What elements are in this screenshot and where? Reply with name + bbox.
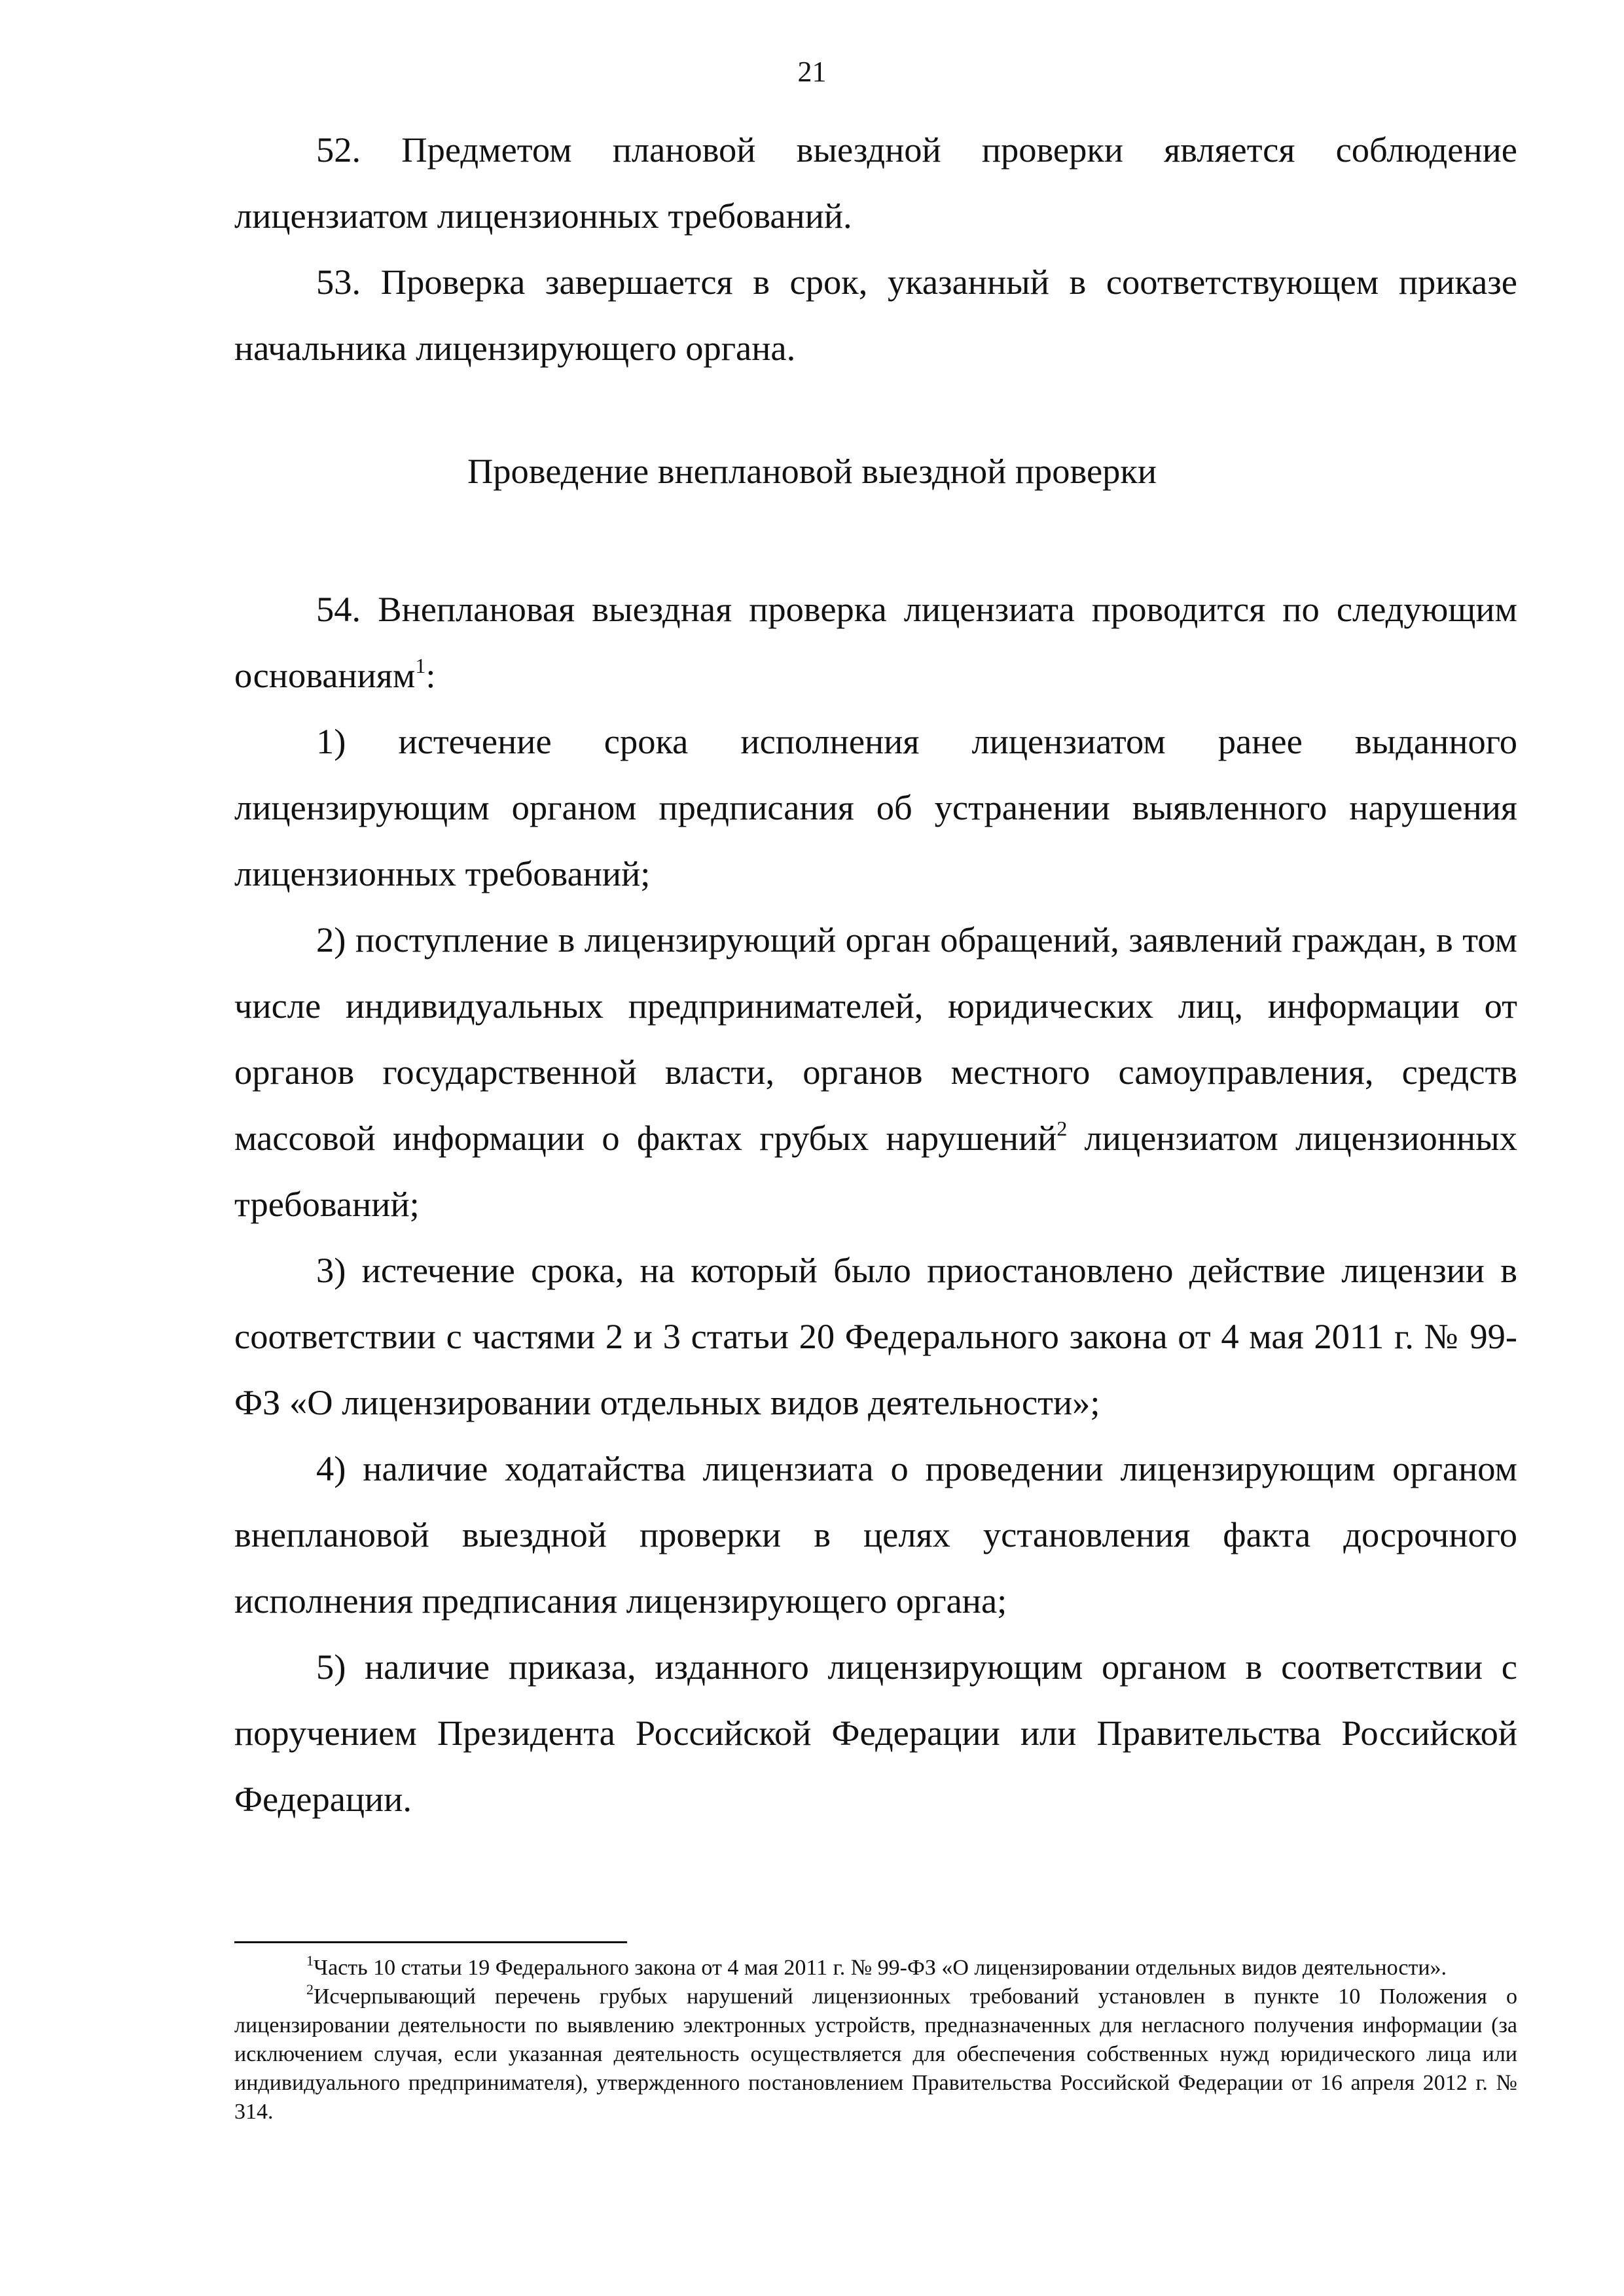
footnote-ref-1: 1 [415, 654, 426, 677]
paragraph-54-tail: : [425, 655, 436, 695]
list-item-4: 4) наличие ходатайства лицензиата о проведении лицензирующим органом внеплановой выездной проверки в целях установления факта досрочного исполнения предписания лицензирующего органа; [234, 1448, 1517, 1621]
paragraph-54 [234, 576, 1517, 708]
footnote-1-text: Часть 10 статьи 19 Федерального закона от 4 мая 2011 г. № 99-ФЗ «О лицензировании отдельных видов деятельности». [314, 1956, 1447, 1980]
list-item-1: 1) истечение срока исполнения лицензиатом ранее выданного лицензирующим органом предписания об устранении выявленного нарушения лицензионных требований; [234, 721, 1517, 893]
footnote-1-mark: 1 [306, 1952, 314, 1969]
footnote-2-mark: 2 [306, 1981, 314, 1998]
paragraph-53: 53. Проверка завершается в срок, указанный в соответствующем приказе начальника лицензирующего органа. [234, 262, 1517, 368]
list-item-2-tail: лицензиатом лицензионных требований; [234, 1118, 1517, 1224]
footnote-2 [234, 1982, 1517, 2126]
footnotes [234, 1954, 1517, 2126]
list-item-5: 5) наличие приказа, изданного лицензирующим органом в соответствии с поручением Президента Российской Федерации или Правительства Российской Федерации. [234, 1647, 1517, 1819]
section-top [234, 117, 1517, 381]
list-item-2 [234, 906, 1517, 1237]
footnote-2-text: Исчерпывающий перечень грубых нарушений лицензионных требований установлен в пункте 10 Положения о лицензировании деятельности по выявлению электронных устройств, предназначенных для негласного получения информации (за исключением случая, если указанная деятельность осуществляется для обеспечения собственных нужд юридического лица или индивидуального предпринимателя), утвержденного постановлением Правительства Российской Федерации от 16 апреля 2012 г. № 314. [234, 1984, 1517, 2124]
page-number: 21 [797, 56, 827, 88]
list-item-3: 3) истечение срока, на который было приостановлено действие лицензии в соответствии с частями 2 и 3 статьи 20 Федерального закона от 4 мая 2011 г. № 99-ФЗ «О лицензировании отдельных видов деятельности»; [234, 1250, 1517, 1422]
footnote-1 [234, 1954, 1517, 1982]
list-item-2-text: 2) поступление в лицензирующий орган обращений, заявлений граждан, в том числе индивидуальных предпринимателей, юридических лиц, информации от органов государственной власти, органов местного самоуправления, средств массовой информации о фактах грубых нарушений [234, 920, 1517, 1158]
section-main [234, 576, 1517, 1832]
section-heading: Проведение внеплановой выездной проверки [467, 451, 1157, 491]
paragraph-52: 52. Предметом плановой выездной проверки является соблюдение лицензиатом лицензионных требований. [234, 130, 1517, 236]
paragraph-54-text: 54. Внеплановая выездная проверка лицензиата проводится по следующим основаниям [234, 589, 1517, 695]
footnote-separator [234, 1941, 627, 1943]
footnote-ref-2: 2 [1056, 1117, 1068, 1140]
